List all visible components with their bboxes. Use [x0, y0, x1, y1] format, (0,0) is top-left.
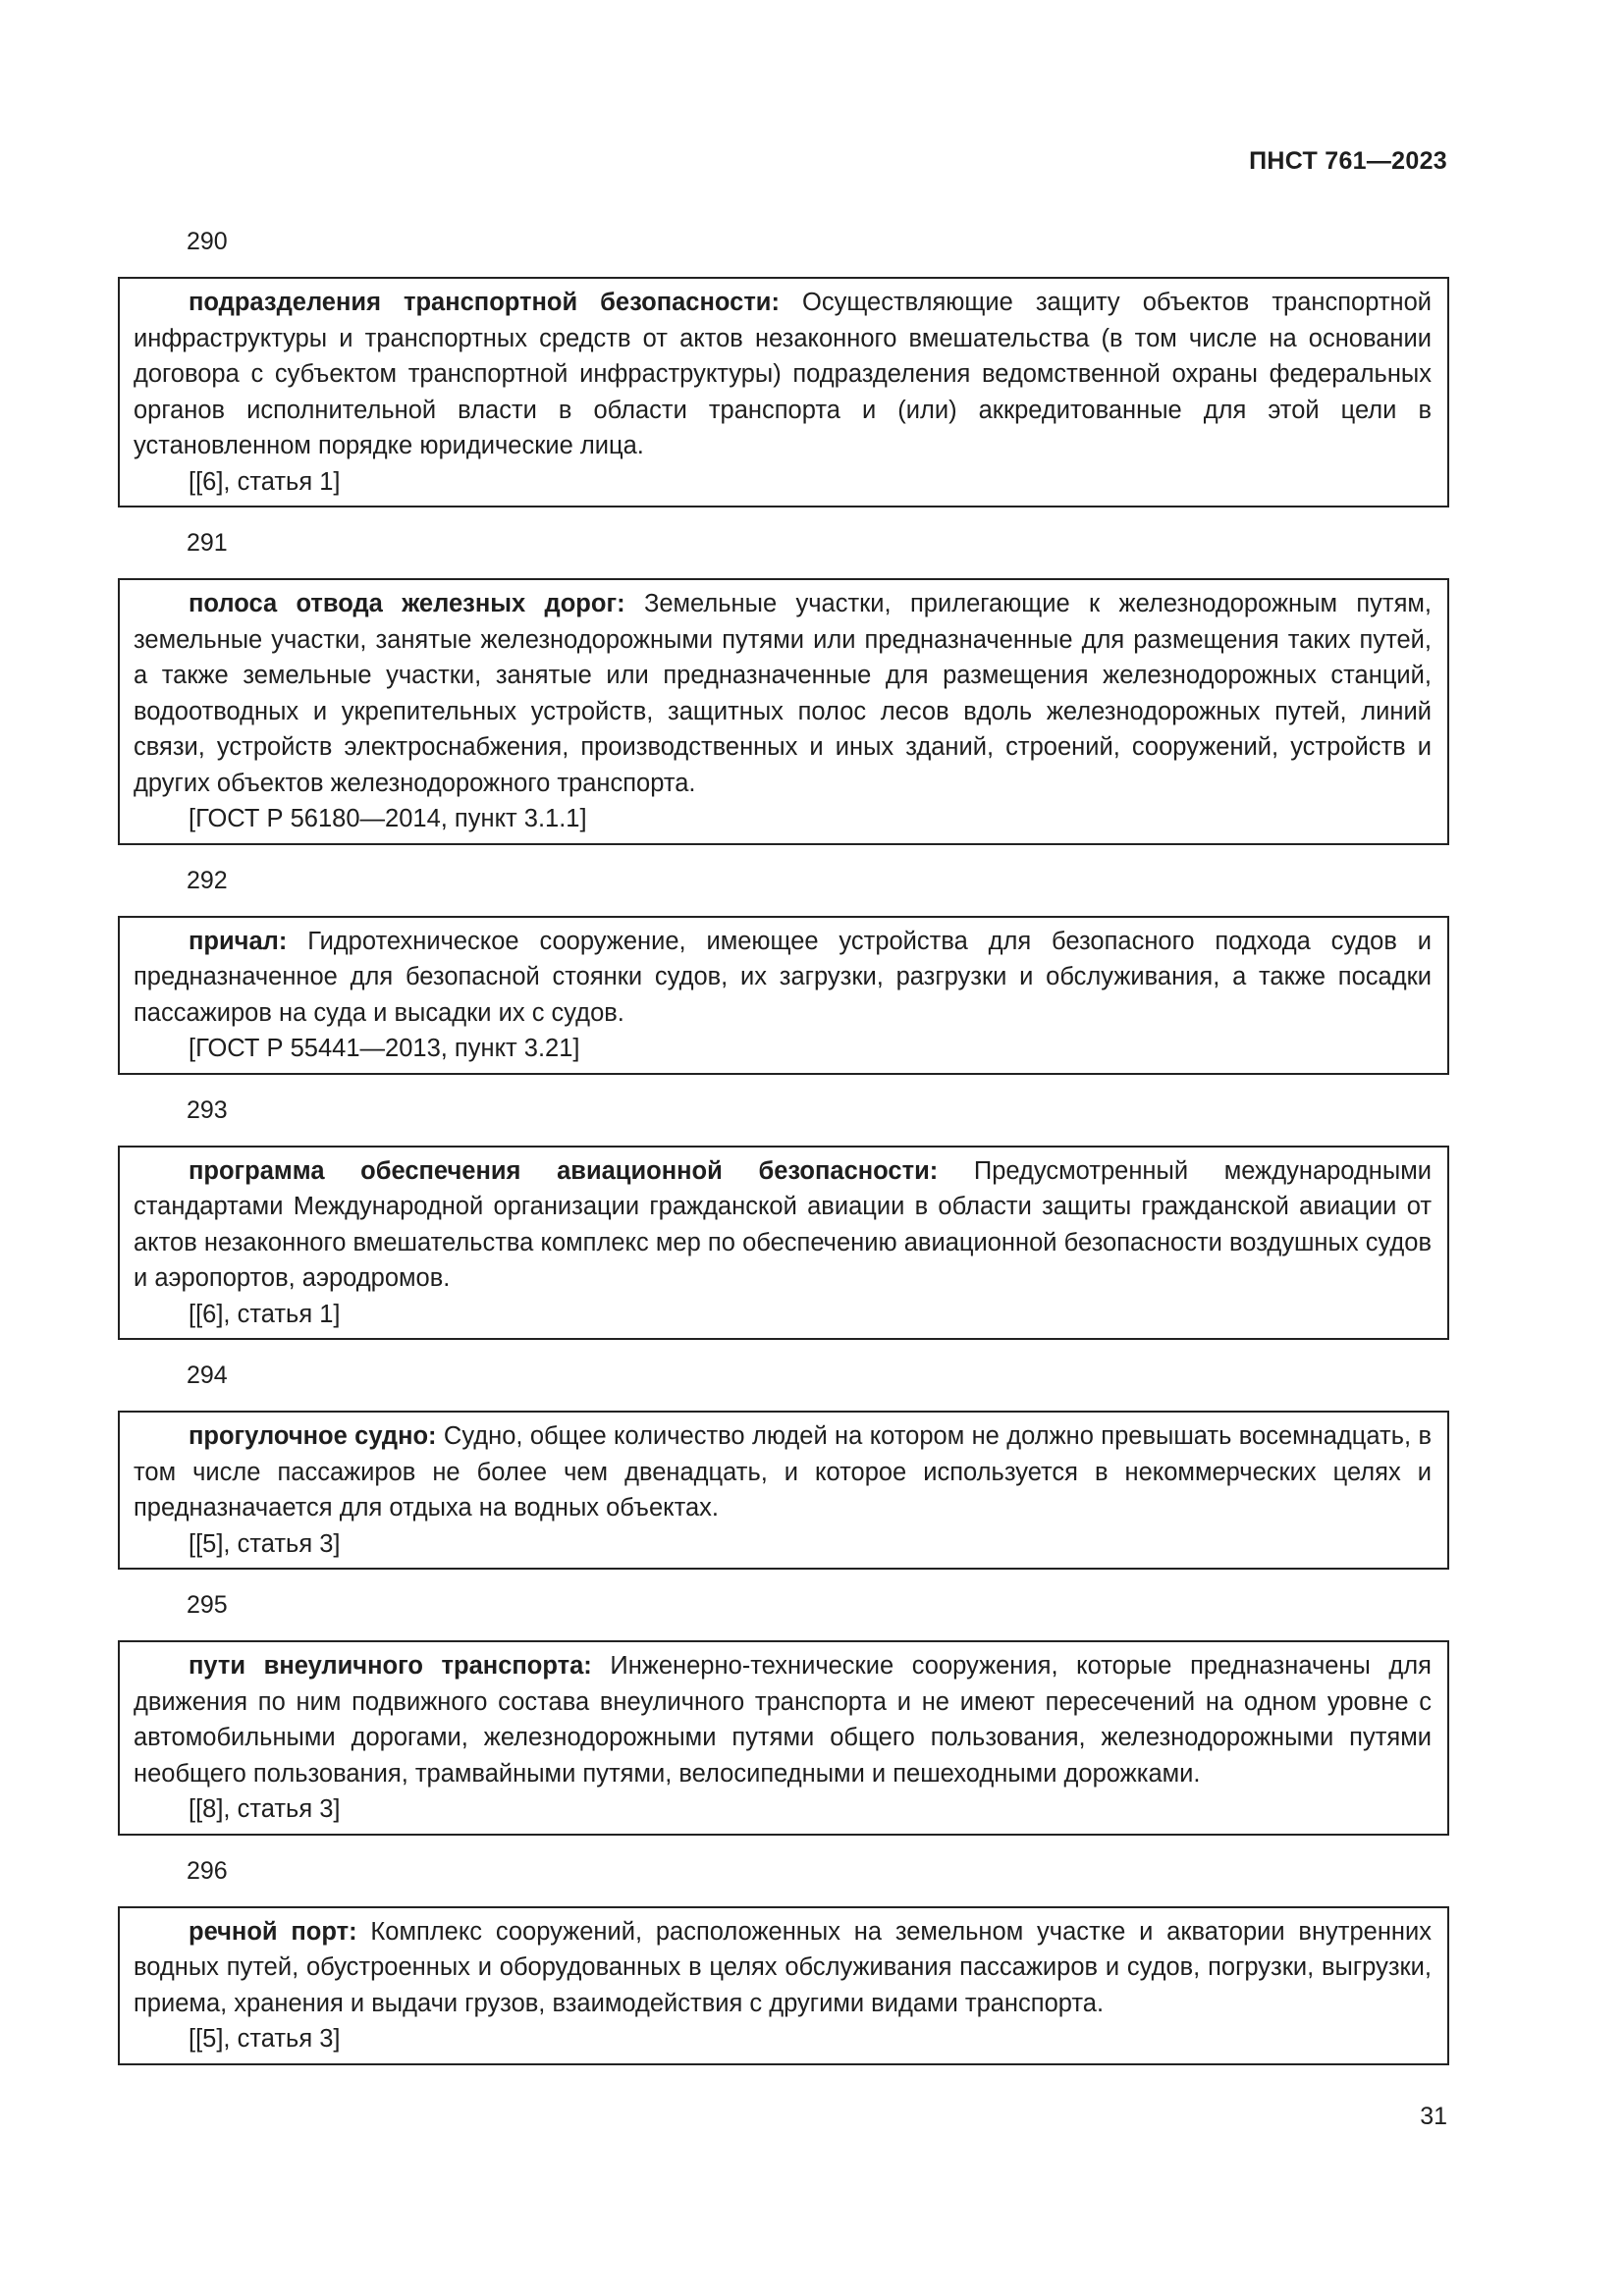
term-entry: [118, 277, 1449, 507]
term-name: подразделения транспортной безопасности:: [189, 289, 780, 316]
term-entry: [118, 916, 1449, 1075]
term-definition: Осуществляющие защиту объектов транспортной инфраструктуры и транспортных средств от актов незаконного вмешательства (в том числе на основании договора с субъектом транспортной инфраструктуры) подразделения ведомственной охраны федеральных органов исполнительной власти в области транспорта и (или) аккредитованные для этой цели в установленном порядке юридические лица.: [134, 289, 1433, 459]
term-definition: Инженерно-технические сооружения, которые предназначены для движения по ним подвижного состава внеуличного транспорта и не имеют пересечений на одном уровне с автомобильными дорогами, железнодорожными путями общего пользования, железнодорожными путями необщего пользования, трамвайными путями, велосипедными и пешеходными дорожками.: [134, 1652, 1432, 1788]
entry-number: 293: [187, 1095, 228, 1124]
term-entry: [118, 1640, 1449, 1836]
entry-number: 291: [187, 529, 228, 557]
term-source: [[6], статья 1]: [189, 1300, 341, 1328]
entry-text: [134, 1648, 1432, 1791]
terms-list: [118, 224, 1449, 2083]
entry-text: [134, 285, 1432, 464]
term-entry: [118, 578, 1449, 845]
entry-text: [134, 924, 1432, 1032]
entry-text: [134, 1153, 1432, 1297]
term-name: причал:: [189, 927, 288, 955]
document-id: ПНСТ 761—2023: [1249, 147, 1447, 175]
term-source: [ГОСТ Р 55441—2013, пункт 3.21]: [189, 1035, 580, 1062]
term-name: полоса отвода железных дорог:: [189, 590, 625, 617]
term-name: прогулочное судно:: [189, 1422, 437, 1450]
page-number: 31: [1420, 2103, 1447, 2130]
term-source: [ГОСТ Р 56180—2014, пункт 3.1.1]: [189, 805, 587, 832]
entry-text: [134, 586, 1432, 801]
term-entry: [118, 1146, 1449, 1341]
term-source: [[8], статья 3]: [189, 1795, 341, 1823]
term-name: пути внеуличного транспорта:: [189, 1652, 592, 1680]
entry-number: 296: [187, 1856, 228, 1885]
entry-text: [134, 1914, 1432, 2022]
term-definition: Судно, общее количество людей на котором не должно превышать восемнадцать, в том числе пассажиров не более чем двенадцать, и которое используется в некоммерческих целях и предназначается для отдыха на водных объектах.: [134, 1422, 1432, 1522]
term-definition: Комплекс сооружений, расположенных на земельном участке и акватории внутренних водных путей, обустроенных и оборудованных в целях обслуживания пассажиров и судов, погрузки, выгрузки, приема, хранения и выдачи грузов, взаимодействия с другими видами транспорта.: [134, 1917, 1432, 2017]
term-definition: Земельные участки, прилегающие к железнодорожным путям, земельные участки, занятые железнодорожными путями или предназначенные для размещения таких путей, а также земельные участки, занятые или предназначенные для размещения железнодорожных станций, водоотводных и укрепительных устройств, защитных полос лесов вдоль железнодорожных путей, линий связи, устройств электроснабжения, производственных и иных зданий, строений, сооружений, устройств и других объектов железнодорожного транспорта.: [134, 590, 1432, 797]
term-entry: [118, 1411, 1449, 1570]
entry-number: 290: [187, 228, 228, 255]
term-definition: Гидротехническое сооружение, имеющее устройства для безопасного подхода судов и предназначенное для безопасной стоянки судов, их загрузки, разгрузки и обслуживания, а также посадки пассажиров на суда и высадки их с судов.: [134, 927, 1432, 1027]
entry-number: 294: [187, 1362, 228, 1389]
term-source: [[6], статья 1]: [189, 467, 341, 496]
term-name: речной порт:: [189, 1917, 357, 1946]
entry-number: 292: [187, 866, 228, 894]
entry-text: [134, 1418, 1432, 1526]
term-definition: Предусмотренный международными стандартами Международной организации гражданской авиации в области защиты гражданской авиации от актов незаконного вмешательства комплекс мер по обеспечению авиационной безопасности воздушных судов и аэропортов, аэродромов.: [134, 1156, 1432, 1292]
term-name: программа обеспечения авиационной безопасности:: [189, 1156, 939, 1185]
term-entry: [118, 1906, 1449, 2065]
entry-number: 295: [187, 1591, 228, 1619]
term-source: [[5], статья 3]: [189, 2025, 341, 2053]
term-source: [[5], статья 3]: [189, 1529, 341, 1558]
